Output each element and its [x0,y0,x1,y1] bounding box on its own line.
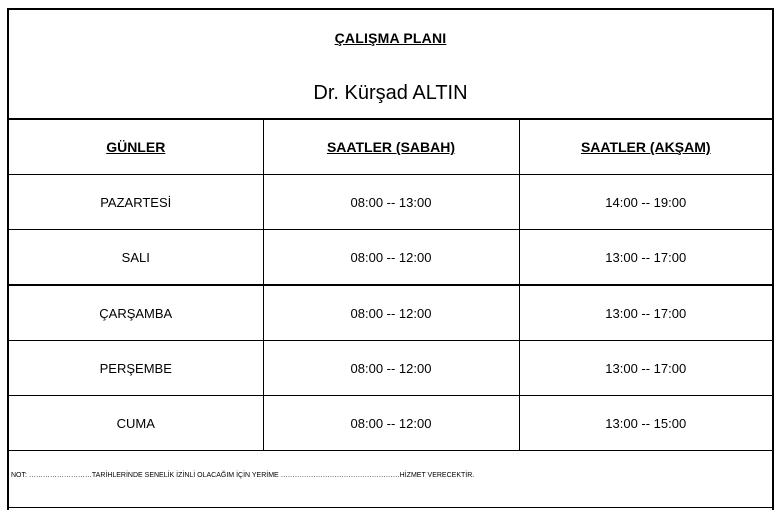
morning-hours-cell: 08:00 -- 12:00 [263,230,519,286]
morning-hours-cell: 08:00 -- 12:00 [263,341,519,396]
document-title: ÇALIŞMA PLANI [334,30,447,46]
morning-hours-cell: 08:00 -- 12:00 [263,285,519,341]
day-cell: CUMA [9,396,263,451]
day-cell: SALI [9,230,263,286]
table-row [9,285,772,341]
day-cell: ÇARŞAMBA [9,285,263,341]
evening-hours-cell: 13:00 -- 17:00 [519,341,772,396]
table-row [9,175,772,230]
column-header-days: GÜNLER [9,120,263,175]
evening-hours-cell: 13:00 -- 17:00 [519,285,772,341]
morning-hours-cell: 08:00 -- 12:00 [263,396,519,451]
note-text: NOT: ………………………TARİHLERİNDE SENELİK İZİNLİ OLACAĞIM İÇİN YERİME ……………………………………………HİZMET VERECEKTİR. [11,472,475,479]
header-section [9,10,772,120]
table-row [9,230,772,286]
day-cell: PERŞEMBE [9,341,263,396]
morning-hours-cell: 08:00 -- 13:00 [263,175,519,230]
column-header-evening: SAATLER (AKŞAM) [519,120,772,175]
schedule-table [9,120,772,451]
day-cell: PAZARTESİ [9,175,263,230]
column-header-morning: SAATLER (SABAH) [263,120,519,175]
table-header-row [9,120,772,175]
evening-hours-cell: 13:00 -- 15:00 [519,396,772,451]
table-row [9,396,772,451]
bottom-divider [9,507,772,508]
evening-hours-cell: 14:00 -- 19:00 [519,175,772,230]
doctor-name: Dr. Kürşad ALTIN [313,82,468,104]
schedule-sheet [7,8,774,510]
evening-hours-cell: 13:00 -- 17:00 [519,230,772,286]
table-row [9,341,772,396]
